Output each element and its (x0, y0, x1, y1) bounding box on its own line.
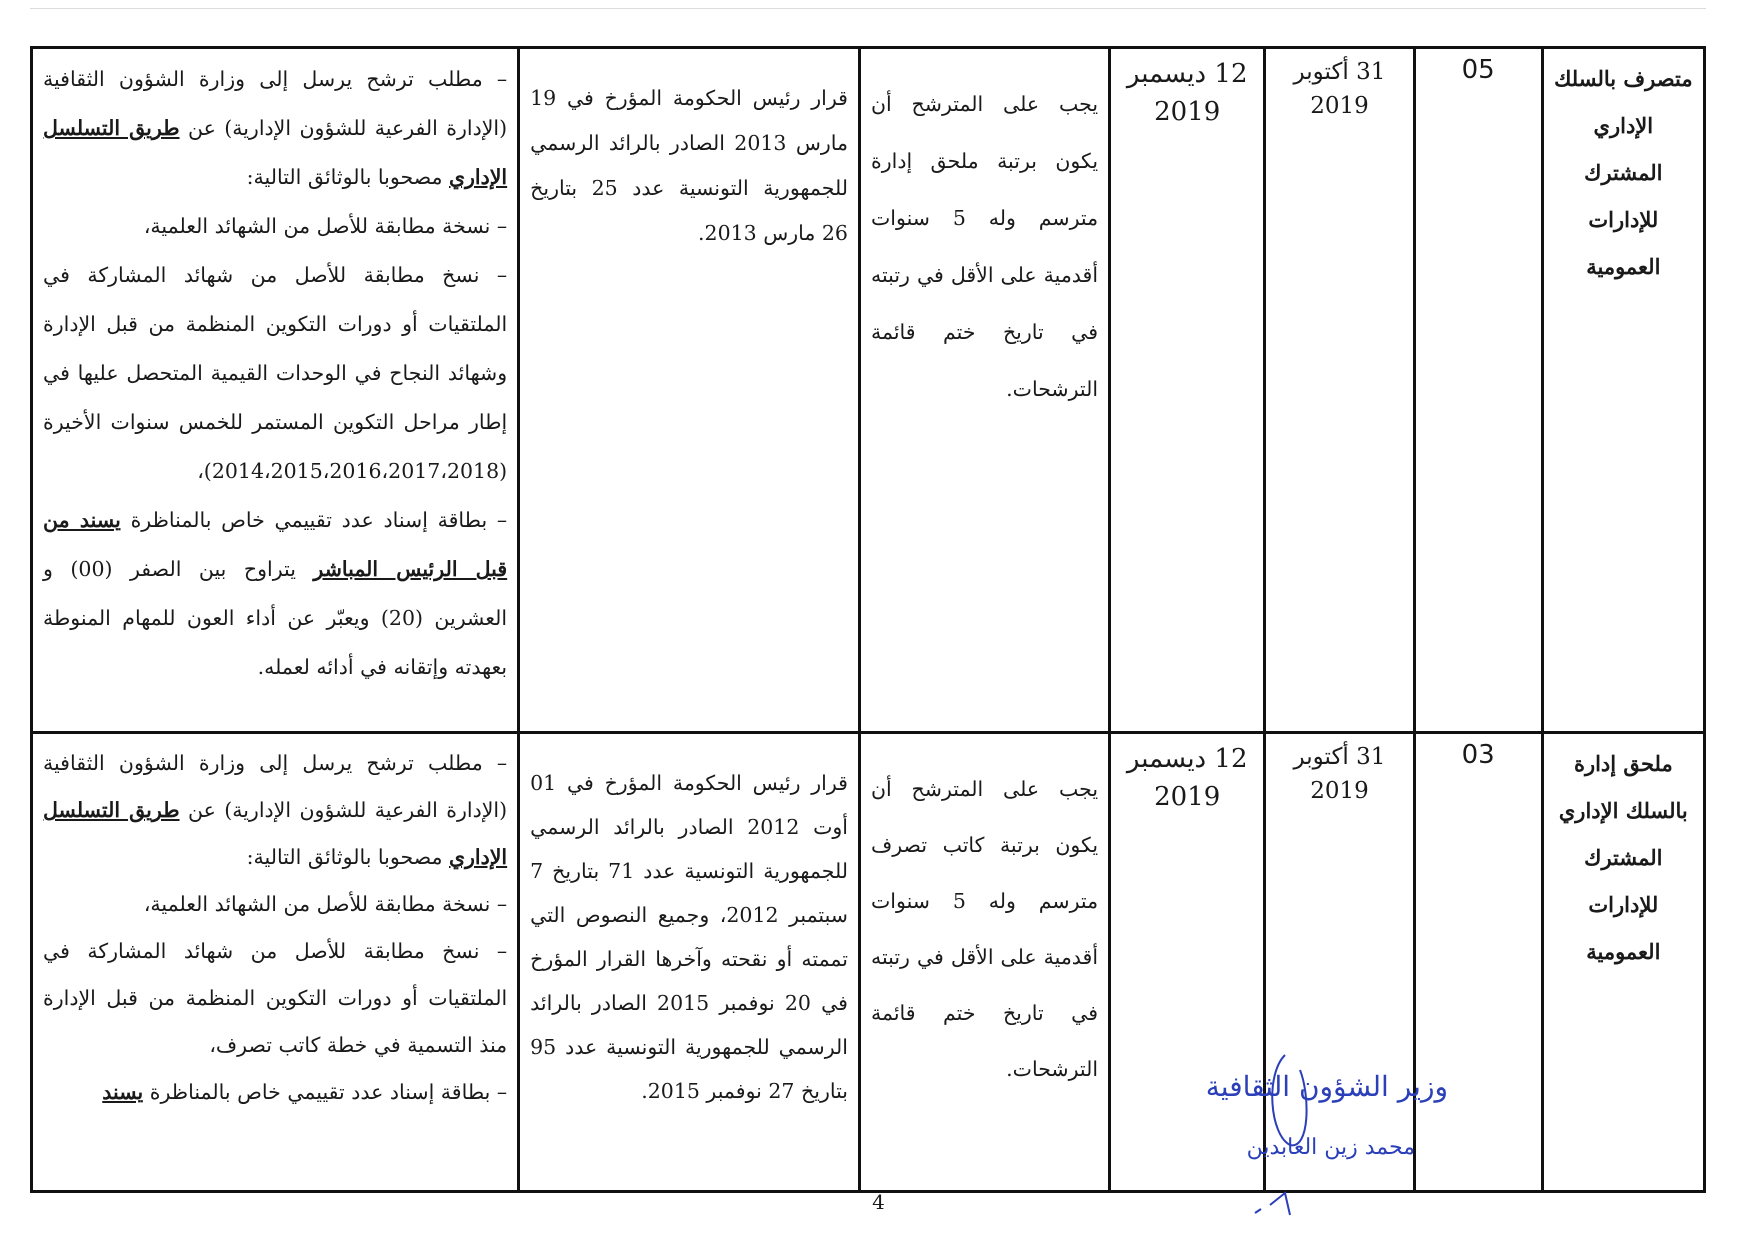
conditions-cell (859, 733, 1109, 1192)
eligibility-condition: يجب على المترشح أن يكون برتبة ملحق إدارة مترسم وله 5 سنوات أقدمية على الأقل في رتبته في تاريخ ختم قائمة الترشحات. (870, 91, 1099, 401)
intro-text-end: مصحوبا بالوثائق التالية: (246, 165, 449, 189)
positions-count: 05 (1461, 55, 1495, 85)
grade-name: متصرف بالسلك الإداري المشترك للإدارات العمومية (1554, 66, 1693, 279)
positions-count: 03 (1461, 740, 1495, 770)
table-row (32, 48, 1705, 733)
top-rule (30, 8, 1706, 9)
application-intro (43, 55, 507, 202)
eligibility-condition: يجب على المترشح أن يكون برتبة كاتب تصرف مترسم وله 5 سنوات أقدمية على الأقل في رتبته في تاريخ ختم قائمة الترشحات. (870, 776, 1099, 1081)
intro-underlined: طريق التسلسل الإداري (43, 798, 508, 869)
item-text-end: يتراوح بين الصفر (00) و العشرين (20) ويعبّر عن أداء العون للمهام المنوطة بعهدته وإتقانه في أدائه لعمله. (43, 557, 508, 679)
intro-text: – مطلب ترشح يرسل إلى وزارة الشؤون الثقافية (الإدارة الفرعية للشؤون الإدارية) عن (43, 751, 508, 822)
closing-date: 12 ديسمبر 2019 (1126, 744, 1248, 812)
required-documents (43, 55, 507, 692)
required-documents-cell (32, 733, 519, 1192)
regulating-decree: قرار رئيس الحكومة المؤرخ في 01 أوت 2012 الصادر بالرائد الرسمي للجمهورية التونسية عدد 71 بتاريخ 7 سبتمبر 2012، وجميع النصوص التي تممته أو نقحته وآخرها القرار المؤرخ في 20 نوفمبر 2015 الصادر بالرائد الرسمي للجمهورية التونسية عدد 95 بتاريخ 27 نوفمبر 2015. (530, 770, 848, 1103)
closing-date: 12 ديسمبر 2019 (1126, 59, 1248, 127)
page-number: 4 (872, 1190, 885, 1214)
item-text: – بطاقة إسناد عدد تقييمي خاص بالمناظرة (120, 508, 508, 532)
intro-underlined: طريق التسلسل الإداري (43, 116, 508, 189)
opening-date-cell (1265, 48, 1414, 733)
item-text: – بطاقة إسناد عدد تقييمي خاص بالمناظرة (143, 1080, 508, 1104)
application-intro (43, 740, 507, 881)
document-item: – نسخ مطابقة للأصل من شهائد المشاركة في الملتقيات أو دورات التكوين المنظمة من قبل الإدارة وشهائد النجاح في الوحدات القيمية المتحصل عليها في إطار مراحل التكوين المستمر للخمس سنوات الأخيرة (2014،2015،2016،2017،2018)، (43, 263, 508, 483)
positions-count-cell (1414, 48, 1542, 733)
grade-cell (1542, 48, 1704, 733)
decree-cell (519, 48, 860, 733)
intro-text-end: مصحوبا بالوثائق التالية: (246, 845, 449, 869)
required-documents-cell (32, 48, 519, 733)
document-item: – نسخة مطابقة للأصل من الشهائد العلمية، (143, 892, 508, 916)
document-item (43, 1069, 507, 1116)
conditions-cell (859, 48, 1109, 733)
opening-date: 31 أكتوبر 2019 (1293, 59, 1386, 119)
item-underlined: يسند (102, 1080, 144, 1104)
competition-table (30, 46, 1706, 1193)
regulating-decree: قرار رئيس الحكومة المؤرخ في 19 مارس 2013 الصادر بالرائد الرسمي للجمهورية التونسية عدد 25 بتاريخ 26 مارس 2013. (530, 85, 848, 245)
document-item (43, 496, 507, 692)
grade-cell (1542, 733, 1704, 1192)
decree-cell (519, 733, 860, 1192)
intro-text: – مطلب ترشح يرسل إلى وزارة الشؤون الثقافية (الإدارة الفرعية للشؤون الإدارية) عن (43, 67, 508, 140)
opening-date: 31 أكتوبر 2019 (1293, 744, 1386, 804)
required-documents (43, 740, 507, 1116)
document-item: – نسخ مطابقة للأصل من شهائد المشاركة في الملتقيات أو دورات التكوين المنظمة من قبل الإدارة منذ التسمية في خطة كاتب تصرف، (43, 939, 508, 1057)
document-item: – نسخة مطابقة للأصل من الشهائد العلمية، (143, 214, 508, 238)
grade-name: ملحق إدارة بالسلك الإداري المشترك للإدارات العمومية (1558, 751, 1688, 964)
signature-name: محمد زين العابدين (1246, 1135, 1415, 1160)
signature-title: وزير الشؤون الثقافية (1205, 1070, 1448, 1103)
closing-date-cell (1110, 48, 1265, 733)
item-underlined: يسند من قبل الرئيس المباشر (43, 508, 508, 581)
